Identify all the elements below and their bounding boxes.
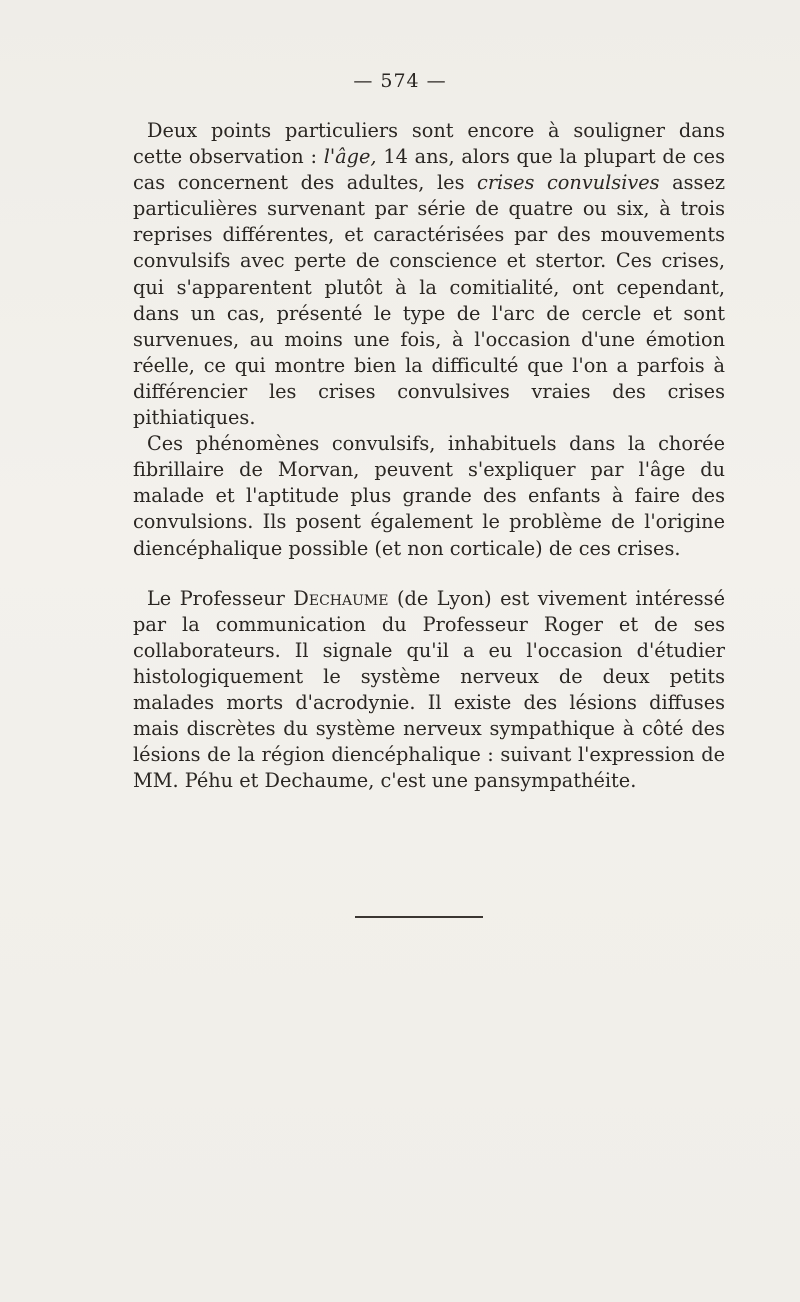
paragraph-observation-text-3: assez particulières survenant par série de quatre ou six, à trois reprises différentes, et caractérisées par des mouvements convulsifs avec perte de conscience et stertor. Ces crises, qui s'apparentent plutôt à la comitialité, ont cependant, dans un cas, présenté le type de l'arc de cercle et sont survenues, au moins une fois, à l'occasion d'une émotion réelle, ce qui montre bien la difficulté que l'on a parfois à différencier les crises convulsives vraies des crises pithiatiques.	[133, 171, 726, 430]
page-number: — 574 —	[353, 70, 447, 92]
paragraph-phenomenes: Ces phénomènes convulsifs, inhabituels dans la chorée fibrillaire de Morvan, peuvent s'expliquer par l'âge du malade et l'aptitude plus grande des enfants à faire des convulsions. Ils posent également le problème de l'origine diencéphalique possible (et non corticale) de ces crises.	[133, 432, 725, 560]
emphasis-crises-convulsives: crises convulsives	[477, 171, 660, 195]
paragraph-observation-text-2: 14 ans, alors que la plupart de ces cas concernent des adultes, les	[133, 145, 725, 195]
separator-rule	[355, 916, 483, 918]
paragraph-dechaume-text-2: (de Lyon) est vivement intéressé par la communication du Professeur Roger et de ses collaborateurs. Il signale qu'il a eu l'occasion d'étudier histologiquement le système nerveux de deux petits malades morts d'acrodynie. Il existe des lésions diffuses mais discrètes du système nerveux sympathique à côté des lésions de la région diencéphalique : suivant l'expression de MM. Péhu et Dechaume, c'est une pansympathéite.	[133, 586, 725, 793]
emphasis-age: l'âge,	[323, 145, 377, 169]
paragraph-dechaume	[133, 586, 725, 795]
paragraph-observation	[133, 118, 725, 431]
paragraph-dechaume-text-1: Le Professeur	[147, 586, 294, 610]
paragraph-observation-text-1: Deux points particuliers sont encore à souligner dans cette observation :	[133, 119, 725, 169]
body-text	[133, 118, 725, 794]
name-dechaume: Dechaume	[293, 586, 389, 610]
